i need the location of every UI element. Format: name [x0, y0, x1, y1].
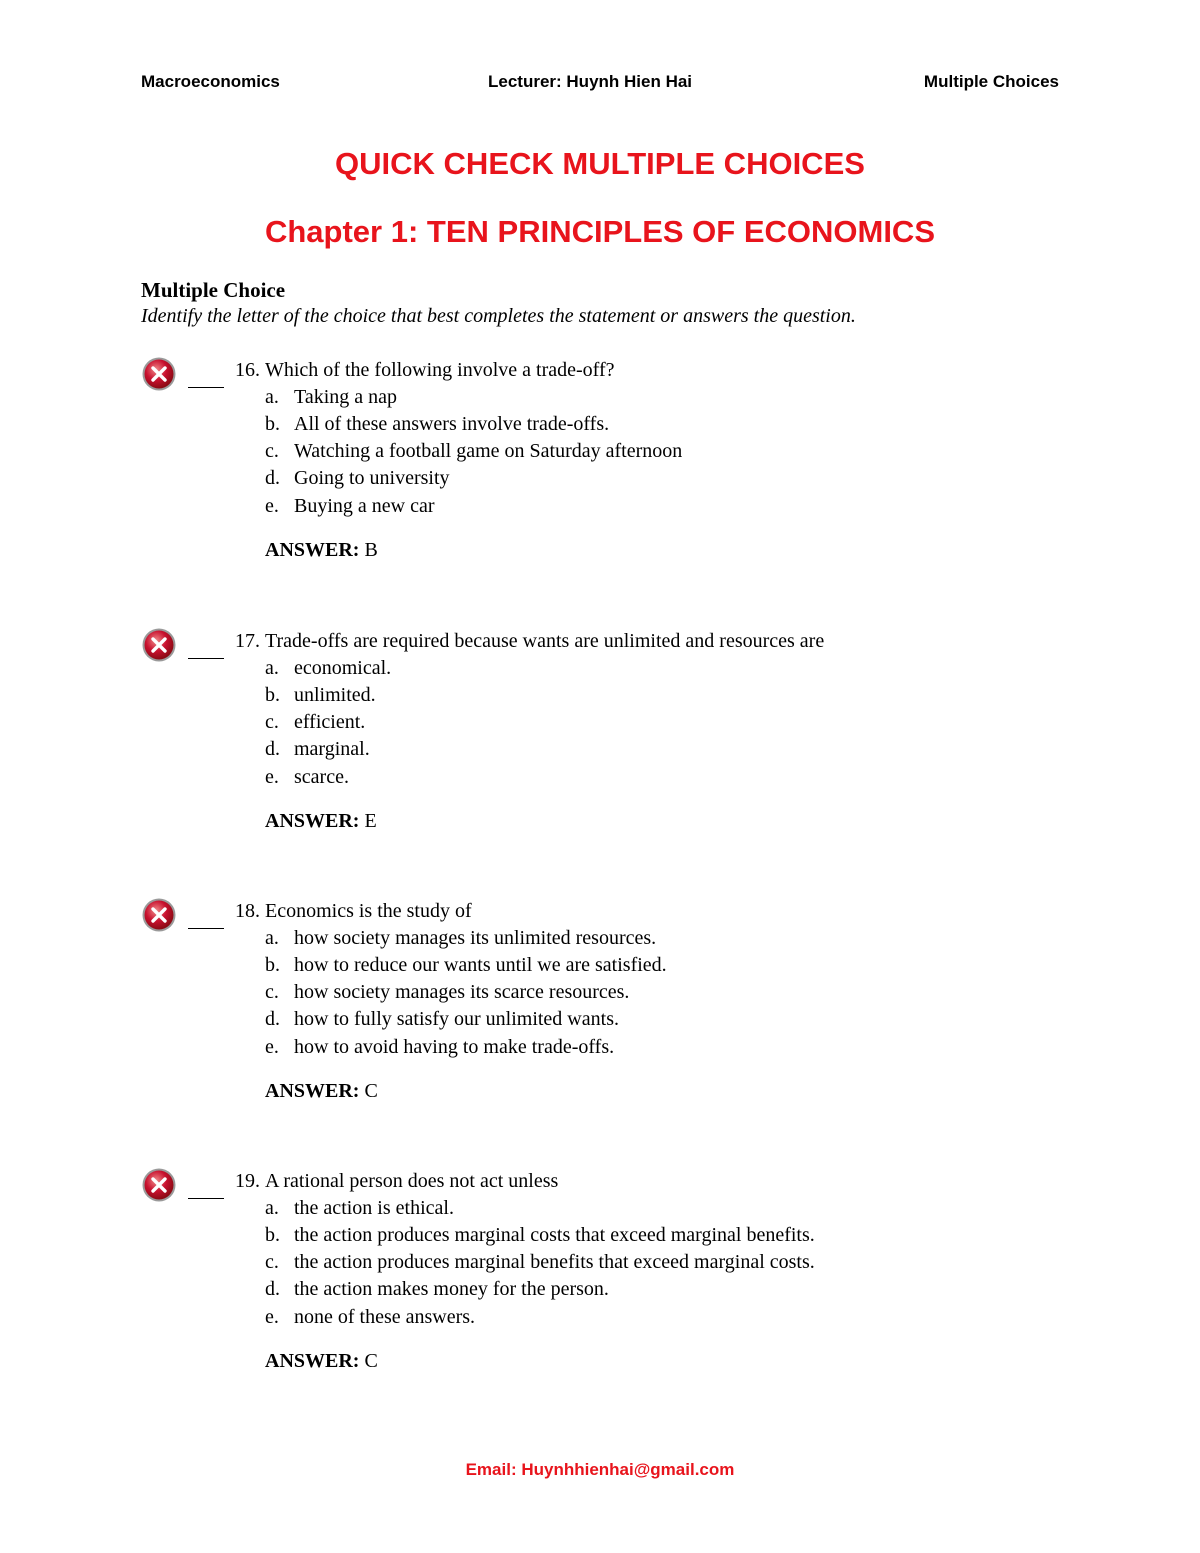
incorrect-x-icon — [141, 627, 177, 663]
answer-line — [265, 1080, 378, 1103]
section-heading: Multiple Choice — [141, 278, 286, 302]
answer-choice — [265, 1251, 815, 1274]
choice-text: how society manages its unlimited resources. — [294, 927, 657, 949]
question-stem: A rational person does not act unless — [265, 1170, 559, 1192]
answer-blank-line — [188, 387, 224, 388]
choice-letter: d. — [265, 467, 280, 489]
answer-line — [265, 810, 377, 833]
answer-blank-line — [188, 928, 224, 929]
question-number: 17. — [235, 630, 260, 652]
page-title: QUICK CHECK MULTIPLE CHOICES — [335, 146, 865, 181]
answer-label: ANSWER: — [265, 539, 360, 561]
answer-choice — [265, 1036, 614, 1059]
choice-letter: e. — [265, 766, 279, 788]
question-stem: Trade-offs are required because wants are unlimited and resources are — [265, 630, 825, 652]
choice-letter: e. — [265, 1036, 279, 1058]
choice-letter: e. — [265, 1306, 279, 1328]
incorrect-x-icon — [141, 897, 177, 933]
answer-choice — [265, 657, 391, 680]
question-number: 19. — [235, 1170, 260, 1192]
question-item — [0, 900, 1200, 1130]
answer-choice — [265, 495, 435, 518]
footer-email: Email: Huynhhienhai@gmail.com — [465, 1460, 735, 1479]
header-course: Macroeconomics — [141, 72, 280, 91]
choice-letter: c. — [265, 711, 279, 733]
choice-letter: c. — [265, 440, 279, 462]
page-header — [0, 72, 1200, 96]
answer-value: B — [364, 539, 378, 561]
answer-choice — [265, 1224, 815, 1247]
choice-letter: b. — [265, 413, 280, 435]
choice-text: economical. — [294, 657, 392, 679]
answer-choice — [265, 954, 667, 977]
answer-choice — [265, 981, 629, 1004]
choice-text: All of these answers involve trade-offs. — [294, 413, 610, 435]
choice-text: unlimited. — [294, 684, 376, 706]
choice-text: how to fully satisfy our unlimited wants. — [294, 1008, 619, 1030]
choice-letter: e. — [265, 495, 279, 517]
choice-letter: b. — [265, 1224, 280, 1246]
answer-choice — [265, 738, 370, 761]
choice-letter: c. — [265, 981, 279, 1003]
choice-text: Buying a new car — [294, 495, 435, 517]
choice-text: how society manages its scarce resources. — [294, 981, 630, 1003]
choice-text: marginal. — [294, 738, 370, 760]
answer-choice — [265, 386, 397, 409]
question-stem: Which of the following involve a trade-off? — [265, 359, 615, 381]
answer-value: E — [364, 810, 377, 832]
question-item — [0, 630, 1200, 860]
choice-text: Going to university — [294, 467, 450, 489]
chapter-title: Chapter 1: TEN PRINCIPLES OF ECONOMICS — [264, 214, 935, 249]
choice-text: scarce. — [294, 766, 349, 788]
choice-letter: d. — [265, 738, 280, 760]
answer-choice — [265, 1197, 454, 1220]
answer-value: C — [364, 1080, 378, 1102]
answer-value: C — [364, 1350, 378, 1372]
choice-letter: a. — [265, 386, 279, 408]
answer-choice — [265, 413, 609, 436]
question-item — [0, 1170, 1200, 1400]
answer-choice — [265, 1008, 619, 1031]
choice-letter: c. — [265, 1251, 279, 1273]
answer-blank-line — [188, 1198, 224, 1199]
incorrect-x-icon — [141, 1167, 177, 1203]
choice-text: none of these answers. — [294, 1306, 476, 1328]
question-number: 18. — [235, 900, 260, 922]
answer-line — [265, 539, 378, 562]
choice-text: the action makes money for the person. — [294, 1278, 609, 1300]
answer-choice — [265, 1306, 475, 1329]
section-instructions: Identify the letter of the choice that best completes the statement or answers the question. — [141, 305, 856, 327]
choice-text: Taking a nap — [294, 386, 398, 408]
choice-letter: a. — [265, 657, 279, 679]
answer-choice — [265, 440, 682, 463]
answer-choice — [265, 1278, 609, 1301]
answer-choice — [265, 927, 656, 950]
choice-text: how to reduce our wants until we are satisfied. — [294, 954, 667, 976]
header-doc-type: Multiple Choices — [923, 72, 1059, 91]
choice-letter: a. — [265, 927, 279, 949]
answer-label: ANSWER: — [265, 1350, 360, 1372]
answer-label: ANSWER: — [265, 810, 360, 832]
choice-letter: d. — [265, 1008, 280, 1030]
question-stem: Economics is the study of — [265, 900, 472, 922]
choice-text: the action produces marginal costs that exceed marginal benefits. — [294, 1224, 815, 1246]
incorrect-x-icon — [141, 356, 177, 392]
question-number: 16. — [235, 359, 260, 381]
header-lecturer: Lecturer: Huynh Hien Hai — [488, 72, 693, 91]
answer-choice — [265, 684, 376, 707]
answer-choice — [265, 467, 450, 490]
choice-text: how to avoid having to make trade-offs. — [294, 1036, 615, 1058]
answer-label: ANSWER: — [265, 1080, 360, 1102]
choice-text: Watching a football game on Saturday afternoon — [294, 440, 683, 462]
choice-letter: b. — [265, 684, 280, 706]
answer-line — [265, 1350, 378, 1373]
choice-letter: d. — [265, 1278, 280, 1300]
answer-blank-line — [188, 658, 224, 659]
choice-text: the action is ethical. — [294, 1197, 454, 1219]
question-item — [0, 359, 1200, 589]
choice-text: the action produces marginal benefits that exceed marginal costs. — [294, 1251, 815, 1273]
answer-choice — [265, 766, 349, 789]
choice-letter: a. — [265, 1197, 279, 1219]
answer-choice — [265, 711, 365, 734]
choice-letter: b. — [265, 954, 280, 976]
choice-text: efficient. — [294, 711, 366, 733]
